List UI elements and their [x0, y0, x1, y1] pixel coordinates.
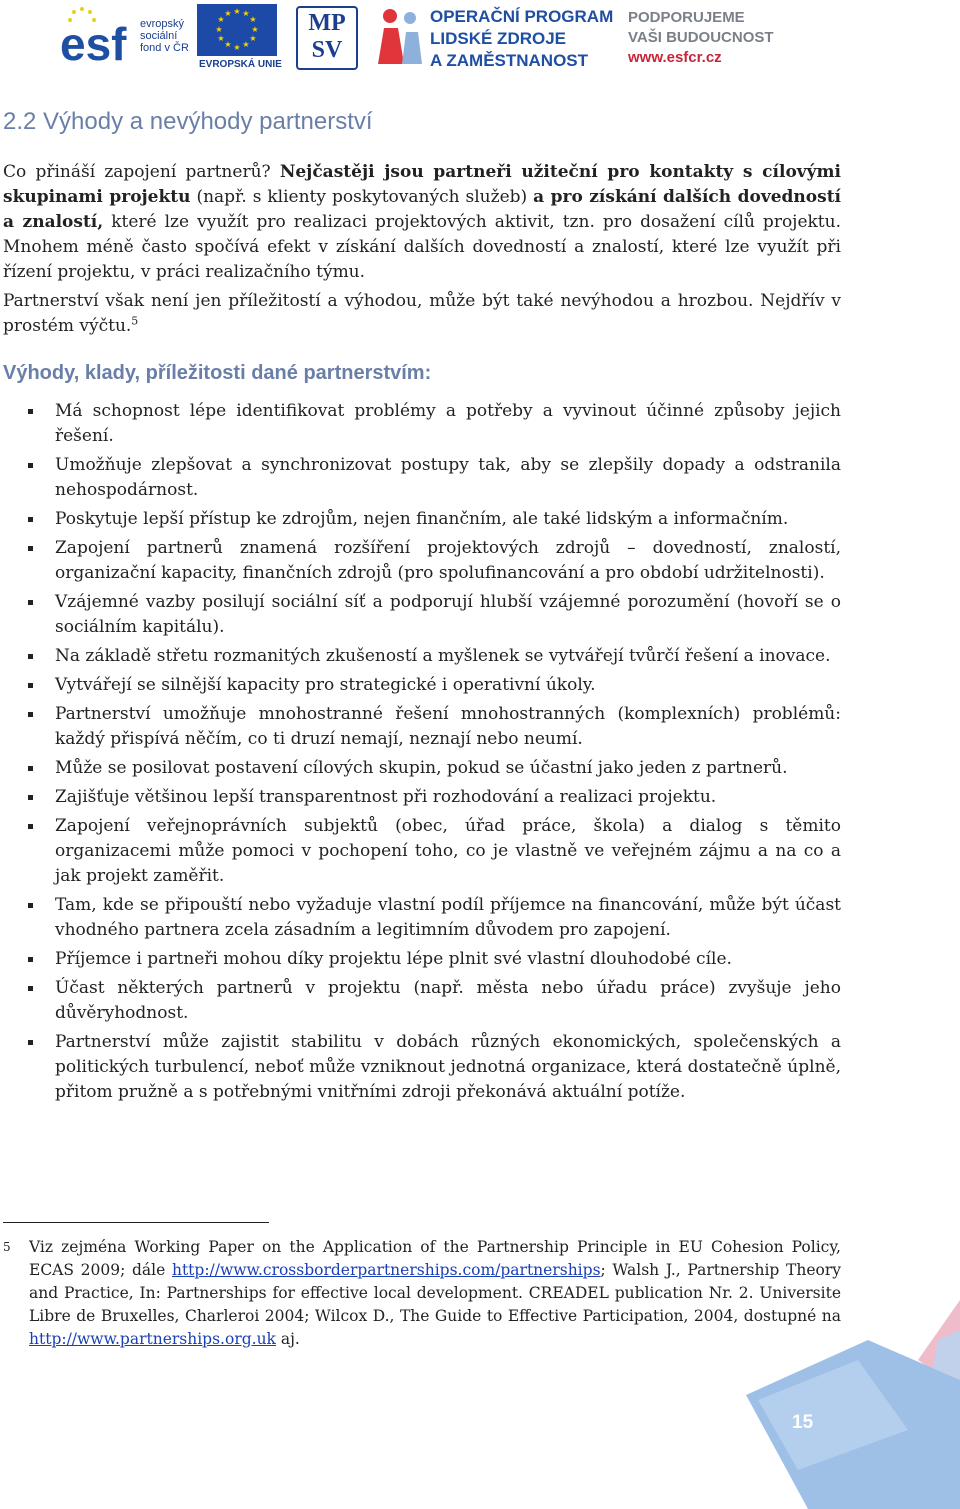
eu-label: EVROPSKÁ UNIE	[199, 59, 282, 70]
bullet-icon	[28, 712, 33, 717]
list-item-text: Umožňuje zlepšovat a synchronizovat postupy tak, aby se zlepšily dopady a odstranila nehospodárnost.	[55, 455, 841, 500]
esf-logo	[60, 4, 195, 70]
eu-flag-icon	[197, 4, 277, 56]
intro-text-c: (např. s klienty poskytovaných služeb)	[190, 187, 534, 207]
list-item-text: Vytvářejí se silnější kapacity pro strategické i operativní úkoly.	[55, 675, 596, 695]
list-item-text: Zapojení partnerů znamená rozšíření projektových zdrojů – dovedností, znalostí, organizační kapacity, finančních zdrojů (pro spolufinancování a pro období udržitelnosti).	[55, 538, 841, 583]
svg-text:★: ★	[249, 15, 257, 24]
list-item	[0, 893, 841, 943]
list-item-text: Vzájemné vazby posilují sociální síť a podporují hlubší vzájemné porozumění (hovoří se o sociálním kapitálu).	[55, 592, 841, 637]
intro-bold-b: Nejčastěji jsou partneři užiteční pro kontakty s cílovými skupinami projektu	[3, 162, 841, 207]
benefits-list	[0, 399, 860, 1109]
esf-line-2: sociální	[140, 30, 178, 42]
mpsv-top: MP	[308, 10, 346, 36]
footnote-ref[interactable]: 5	[131, 314, 139, 328]
support-url: www.esfcr.cz	[628, 49, 722, 66]
svg-text:★: ★	[224, 40, 232, 49]
list-item-text: Zapojení veřejnoprávních subjektů (obec, úřad práce, škola) a dialog s těmito organizacemi může pomoci v pochopení toho, co je vlastně ve veřejném zájmu a na co a jak projekt zaměřit.	[55, 816, 841, 886]
benefits-heading: Výhody, klady, příležitosti dané partnerstvím:	[3, 362, 432, 384]
bullet-icon	[28, 683, 33, 688]
footnote-divider	[3, 1222, 269, 1223]
esf-text	[140, 18, 189, 54]
op-figure-icon	[374, 4, 426, 68]
op-line-1: OPERAČNÍ PROGRAM	[430, 7, 614, 26]
bullet-icon	[28, 957, 33, 962]
svg-text:★: ★	[217, 15, 225, 24]
list-item	[0, 947, 841, 972]
logo-header	[0, 0, 960, 80]
footnote-number: 5	[3, 1240, 11, 1254]
bullet-icon	[28, 903, 33, 908]
list-item-text: Zajišťuje většinou lepší transparentnost při rozhodování a realizaci projektu.	[55, 787, 717, 807]
bullet-icon	[28, 824, 33, 829]
bullet-icon	[28, 654, 33, 659]
list-item-text: Příjemce i partneři mohou díky projektu lépe plnit své vlastní dlouhodobé cíle.	[55, 949, 732, 969]
bullet-icon	[28, 546, 33, 551]
op-line-3: A ZAMĚSTNANOST	[430, 51, 589, 70]
eu-logo	[197, 4, 282, 70]
mpsv-bottom: SV	[311, 37, 343, 63]
list-item-text: Účast některých partnerů v projektu (např. města nebo úřadu práce) zvyšuje jeho důvěryhodnost.	[55, 978, 841, 1023]
svg-text:★: ★	[249, 34, 257, 43]
svg-text:★: ★	[242, 9, 250, 18]
page-number: 15	[792, 1412, 814, 1433]
footnote	[3, 1236, 841, 1351]
transition-paragraph	[3, 289, 841, 339]
list-item	[0, 702, 841, 752]
list-item-text: Partnerství umožňuje mnohostranné řešení mnohostranných (komplexních) problémů: každý přispívá něčím, co ti druzí nemají, neznají nebo neumí.	[55, 704, 841, 749]
list-item-text: Partnerství může zajistit stabilitu v dobách různých ekonomických, společenských a politických turbulencí, neboť může vzniknout jednotná organizace, která dostatečně úplně, přitom pružně a s potřebnými vnitřními zdroji překonává aktuální potíže.	[55, 1032, 841, 1102]
crossborder-link[interactable]: http://www.crossborderpartnerships.com/partnerships	[171, 1261, 601, 1279]
list-item-text: Poskytuje lepší přístup ke zdrojům, nejen finančním, ale také lidským a informačním.	[55, 509, 789, 529]
svg-text:★: ★	[215, 25, 223, 34]
partnerships-link[interactable]: http://www.partnerships.org.uk	[29, 1330, 276, 1348]
svg-text:★: ★	[233, 43, 241, 52]
intro-paragraph	[3, 160, 841, 285]
svg-text:★: ★	[242, 40, 250, 49]
mpsv-logo	[296, 6, 358, 70]
op-logo	[374, 4, 614, 72]
svg-text:★: ★	[217, 34, 225, 43]
intro-text-a: Co přináší zapojení partnerů?	[3, 162, 280, 182]
esf-mark-icon	[60, 4, 138, 66]
footnote-text-1: Viz zejména Working Paper on the Application of the Partnership Principle in EU Cohesion Policy, ECAS 2009; dále	[29, 1238, 841, 1279]
esf-line-3: fond v ČR	[140, 42, 189, 54]
svg-text:★: ★	[224, 9, 232, 18]
bullet-icon	[28, 1040, 33, 1045]
svg-text:★: ★	[251, 25, 259, 34]
list-item	[0, 814, 841, 889]
svg-text:★: ★	[233, 7, 241, 16]
list-item	[0, 507, 841, 532]
list-item-text: Na základě střetu rozmanitých zkušeností a myšlenek se vytvářejí tvůrčí řešení a inovace.	[55, 646, 831, 666]
intro-text-e: které lze využít pro realizaci projektových aktivit, tzn. pro dosažení cílů projektu. Mnohem méně často spočívá efekt v získání dalších dovedností a znalostí, které lze využít při řízení projektu, v práci realizačního týmu.	[3, 212, 841, 282]
list-item	[0, 785, 841, 810]
intro-bold-d: a pro získání dalších dovedností a znalostí,	[3, 187, 841, 232]
bullet-icon	[28, 517, 33, 522]
op-text	[430, 6, 613, 72]
list-item	[0, 590, 841, 640]
list-item	[0, 644, 841, 669]
list-item	[0, 1030, 841, 1105]
bullet-icon	[28, 766, 33, 771]
list-item	[0, 756, 841, 781]
bullet-icon	[28, 795, 33, 800]
list-item-text: Může se posilovat postavení cílových skupin, pokud se účastní jako jeden z partnerů.	[55, 758, 788, 778]
footnote-body	[29, 1236, 841, 1351]
list-item	[0, 976, 841, 1026]
bullet-icon	[28, 463, 33, 468]
list-item	[0, 399, 841, 449]
list-item	[0, 536, 841, 586]
op-line-2: LIDSKÉ ZDROJE	[430, 29, 567, 48]
transition-text: Partnerství však není jen příležitostí a výhodou, může být také nevýhodou a hrozbou. Nejdřív v prostém výčtu.	[3, 291, 841, 336]
support-logo	[628, 8, 788, 72]
footnote-text-2: ; Walsh J., Partnership Theory and Practice, In: Partnerships for effective local development. CREADEL publication Nr. 2. Universite Libre de Bruxelles, Charleroi 2004; Wilcox D., The Guide to Effective Participation, 2004, dostupné na	[29, 1261, 842, 1325]
support-line-1: PODPORUJEME	[628, 9, 745, 26]
list-item	[0, 453, 841, 503]
bullet-icon	[28, 409, 33, 414]
list-item-text: Má schopnost lépe identifikovat problémy a potřeby a vyvinout účinné způsoby jejich řešení.	[55, 401, 841, 446]
footnote-text-3: aj.	[275, 1330, 300, 1348]
bullet-icon	[28, 600, 33, 605]
list-item	[0, 673, 841, 698]
list-item-text: Tam, kde se připouští nebo vyžaduje vlastní podíl příjemce na financování, může být účast vhodného partnera zcela zásadním a legitimním důvodem pro zapojení.	[55, 895, 841, 940]
page-number-badge-icon	[738, 1300, 960, 1509]
esf-line-1: evropský	[140, 18, 185, 30]
svg-text:esf: esf	[60, 18, 127, 66]
support-line-2: VAŠI BUDOUCNOST	[628, 29, 774, 46]
bullet-icon	[28, 986, 33, 991]
section-title: 2.2 Výhody a nevýhody partnerství	[3, 108, 373, 135]
